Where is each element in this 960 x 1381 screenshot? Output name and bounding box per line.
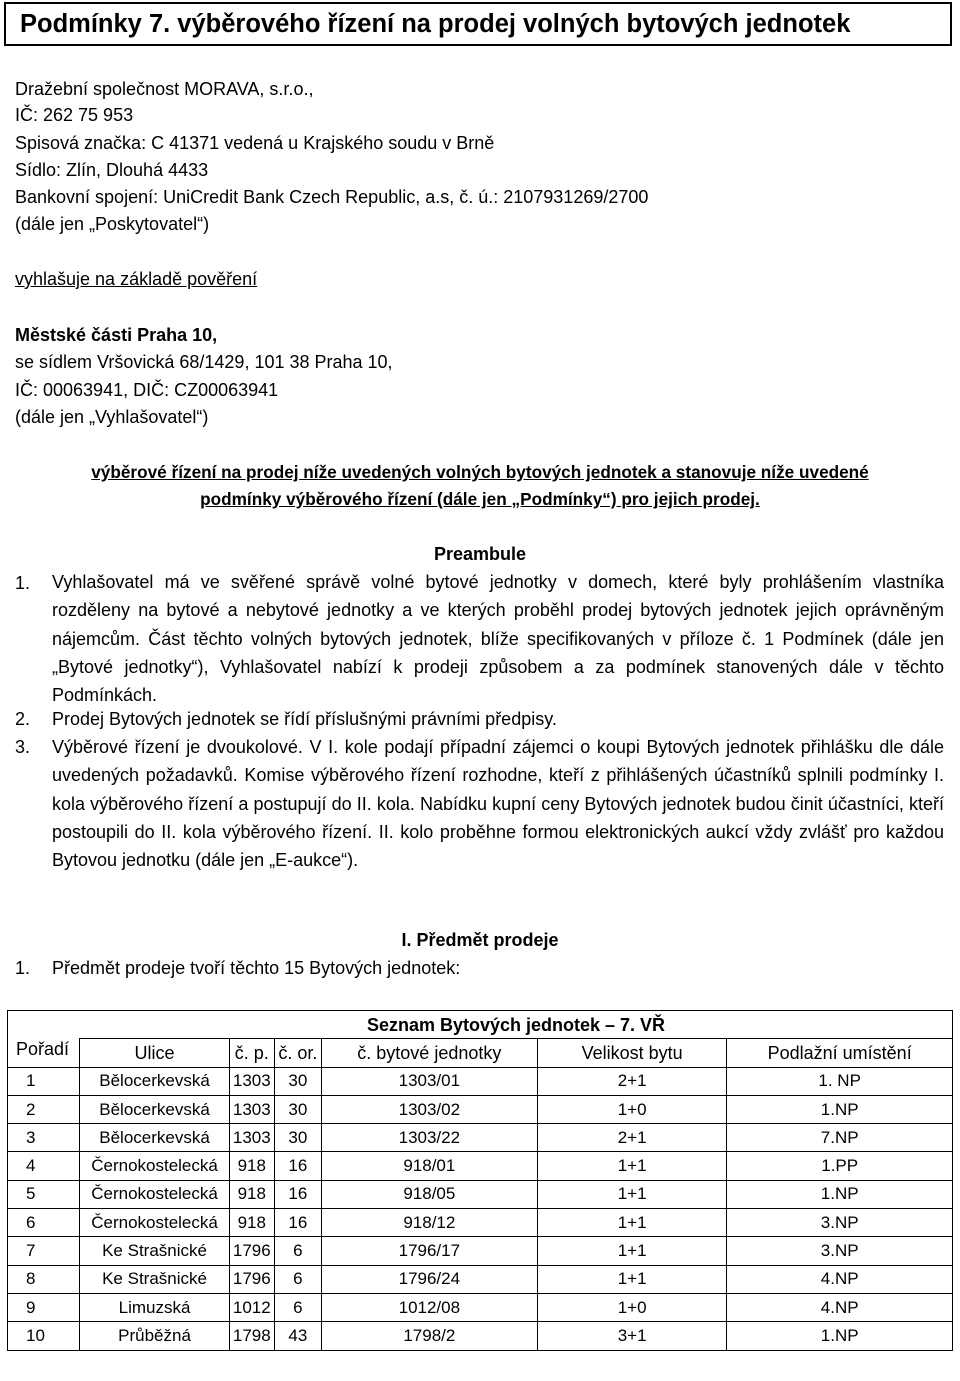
cell-street: Černokostelecká <box>80 1209 229 1237</box>
preamble-paragraph: Vyhlašovatel má ve svěřené správě volné bytové jednotky v domech, které byly prohlášením vlastníka rozděleny na bytové a nebytové jednotky a ve kterých proběhl prodej bytových jednotek jejich oprávněným nájemcům. Část těchto volných bytových jednotek, blíže specifikovaných v příloze č. 1 Podmínek (dále jen „Bytové jednotky“), Vyhlašovatel nabízí k prodeji způsobem a za podmínek stanovených dále v těchto Podmínkách. <box>52 572 944 706</box>
cell-floor: 4.NP <box>727 1265 953 1293</box>
announce-heading: vyhlašuje na základě pověření <box>15 269 258 289</box>
table-row <box>8 1180 953 1208</box>
header-cell: č. or. <box>274 1039 321 1067</box>
cell-floor: 1.NP <box>727 1095 953 1123</box>
cell-order: 3 <box>8 1124 80 1152</box>
table-row <box>8 1152 953 1180</box>
cell-unit-number: 1303/22 <box>321 1124 537 1152</box>
cell-street: Bělocerkevská <box>80 1095 229 1123</box>
cell-unit-number: 1796/17 <box>321 1237 537 1265</box>
cell-orientation-number: 30 <box>274 1095 321 1123</box>
cell-unit-number: 1798/2 <box>321 1322 537 1350</box>
cell-order: 7 <box>8 1237 80 1265</box>
units-table <box>7 1010 953 1351</box>
provider-line: IČ: 262 75 953 <box>15 105 134 125</box>
cell-orientation-number: 6 <box>274 1293 321 1321</box>
provider-line: (dále jen „Poskytovatel“) <box>15 214 210 234</box>
cell-house-number: 1303 <box>229 1067 274 1095</box>
cell-street: Ke Strašnické <box>80 1237 229 1265</box>
cell-unit-number: 1303/02 <box>321 1095 537 1123</box>
cell-street: Černokostelecká <box>80 1152 229 1180</box>
cell-house-number: 918 <box>229 1209 274 1237</box>
cell-house-number: 1303 <box>229 1124 274 1152</box>
intro-line: výběrové řízení na prodej níže uvedených volných bytových jednotek a stanovuje níže uvedené <box>91 462 869 482</box>
cell-size: 1+1 <box>537 1209 726 1237</box>
cell-size: 1+0 <box>537 1095 726 1123</box>
title-box <box>4 2 952 46</box>
cell-orientation-number: 30 <box>274 1067 321 1095</box>
header-cell: Ulice <box>80 1039 229 1067</box>
preamble-paragraph: Prodej Bytových jednotek se řídí příslušnými právními předpisy. <box>52 709 557 729</box>
cell-street: Bělocerkevská <box>80 1124 229 1152</box>
cell-street: Bělocerkevská <box>80 1067 229 1095</box>
cell-size: 1+0 <box>537 1293 726 1321</box>
item-number: 2. <box>15 709 31 729</box>
cell-unit-number: 918/01 <box>321 1152 537 1180</box>
table-row <box>8 1067 953 1095</box>
intro-line: podmínky výběrového řízení (dále jen „Podmínky“) pro jejich prodej. <box>200 489 760 509</box>
cell-floor: 1.NP <box>727 1322 953 1350</box>
document-title: Podmínky 7. výběrového řízení na prodej volných bytových jednotek <box>20 10 851 38</box>
cell-orientation-number: 6 <box>274 1265 321 1293</box>
cell-size: 1+1 <box>537 1152 726 1180</box>
provider-line: Spisová značka: C 41371 vedená u Krajského soudu v Brně <box>15 133 495 153</box>
cell-house-number: 1012 <box>229 1293 274 1321</box>
table-header-row <box>8 1039 953 1067</box>
provider-line: Bankovní spojení: UniCredit Bank Czech Republic, a.s, č. ú.: 2107931269/2700 <box>15 187 649 207</box>
cell-order: 8 <box>8 1265 80 1293</box>
table-row <box>8 1209 953 1237</box>
cell-street: Černokostelecká <box>80 1180 229 1208</box>
cell-orientation-number: 16 <box>274 1152 321 1180</box>
announcer-line: se sídlem Vršovická 68/1429, 101 38 Praha 10, <box>15 352 393 372</box>
header-cell: č. bytové jednotky <box>321 1039 537 1067</box>
table-row <box>8 1237 953 1265</box>
item-number: 1. <box>15 958 31 978</box>
cell-order: 10 <box>8 1322 80 1350</box>
cell-orientation-number: 43 <box>274 1322 321 1350</box>
cell-house-number: 918 <box>229 1152 274 1180</box>
cell-size: 1+1 <box>537 1180 726 1208</box>
header-cell: Pořadí <box>8 1039 80 1067</box>
table-row <box>8 1265 953 1293</box>
header-cell: č. p. <box>229 1039 274 1067</box>
preamble-paragraph: Výběrové řízení je dvoukolové. V I. kole podají případní zájemci o koupi Bytových jednotek přihlášku dle dále uvedených požadavků. Komise výběrového řízení rozhodne, kteří z přihlášených účastníků splnili podmínky I. kola výběrového řízení a postupují do II. kola. Nabídku kupní ceny Bytových jednotek budou činit účastníci, kteří postoupili do II. kola výběrového řízení. II. kolo proběhne formou elektronických aukcí vždy zvlášť pro každou Bytovou jednotku (dále jen „E-aukce“). <box>52 737 944 871</box>
cell-order: 4 <box>8 1152 80 1180</box>
cell-size: 1+1 <box>537 1237 726 1265</box>
cell-house-number: 1303 <box>229 1095 274 1123</box>
cell-floor: 3.NP <box>727 1237 953 1265</box>
cell-size: 2+1 <box>537 1124 726 1152</box>
announcer-line: (dále jen „Vyhlašovatel“) <box>15 407 209 427</box>
cell-house-number: 1798 <box>229 1322 274 1350</box>
cell-floor: 1.PP <box>727 1152 953 1180</box>
cell-orientation-number: 30 <box>274 1124 321 1152</box>
cell-floor: 1. NP <box>727 1067 953 1095</box>
header-cell: Velikost bytu <box>537 1039 726 1067</box>
table-row <box>8 1322 953 1350</box>
cell-street: Průběžná <box>80 1322 229 1350</box>
cell-size: 3+1 <box>537 1322 726 1350</box>
table-row <box>8 1293 953 1321</box>
cell-unit-number: 1303/01 <box>321 1067 537 1095</box>
cell-street: Limuzská <box>80 1293 229 1321</box>
cell-floor: 4.NP <box>727 1293 953 1321</box>
provider-line: Dražební společnost MORAVA, s.r.o., <box>15 79 314 99</box>
announcer-name: Městské části Praha 10, <box>15 325 218 345</box>
preamble-heading: Preambule <box>433 544 527 564</box>
cell-order: 1 <box>8 1067 80 1095</box>
cell-order: 9 <box>8 1293 80 1321</box>
cell-floor: 7.NP <box>727 1124 953 1152</box>
cell-floor: 1.NP <box>727 1180 953 1208</box>
cell-orientation-number: 16 <box>274 1180 321 1208</box>
cell-house-number: 1796 <box>229 1237 274 1265</box>
cell-unit-number: 918/05 <box>321 1180 537 1208</box>
item-number: 3. <box>15 737 31 757</box>
cell-house-number: 918 <box>229 1180 274 1208</box>
table-row <box>8 1124 953 1152</box>
cell-unit-number: 918/12 <box>321 1209 537 1237</box>
cell-house-number: 1796 <box>229 1265 274 1293</box>
cell-floor: 3.NP <box>727 1209 953 1237</box>
table-row <box>8 1095 953 1123</box>
cell-unit-number: 1012/08 <box>321 1293 537 1321</box>
cell-orientation-number: 6 <box>274 1237 321 1265</box>
table-caption: Seznam Bytových jednotek – 7. VŘ <box>80 1011 953 1039</box>
cell-street: Ke Strašnické <box>80 1265 229 1293</box>
section-item-text: Předmět prodeje tvoří těchto 15 Bytových jednotek: <box>52 958 461 978</box>
section-heading: I. Předmět prodeje <box>401 930 559 950</box>
announcer-line: IČ: 00063941, DIČ: CZ00063941 <box>15 380 279 400</box>
item-number: 1. <box>15 573 31 593</box>
provider-line: Sídlo: Zlín, Dlouhá 4433 <box>15 160 209 180</box>
header-cell: Podlažní umístění <box>727 1039 953 1067</box>
cell-order: 2 <box>8 1095 80 1123</box>
cell-size: 1+1 <box>537 1265 726 1293</box>
cell-orientation-number: 16 <box>274 1209 321 1237</box>
cell-size: 2+1 <box>537 1067 726 1095</box>
table-caption-row <box>8 1011 953 1039</box>
cell-order: 5 <box>8 1180 80 1208</box>
cell-order: 6 <box>8 1209 80 1237</box>
cell-unit-number: 1796/24 <box>321 1265 537 1293</box>
